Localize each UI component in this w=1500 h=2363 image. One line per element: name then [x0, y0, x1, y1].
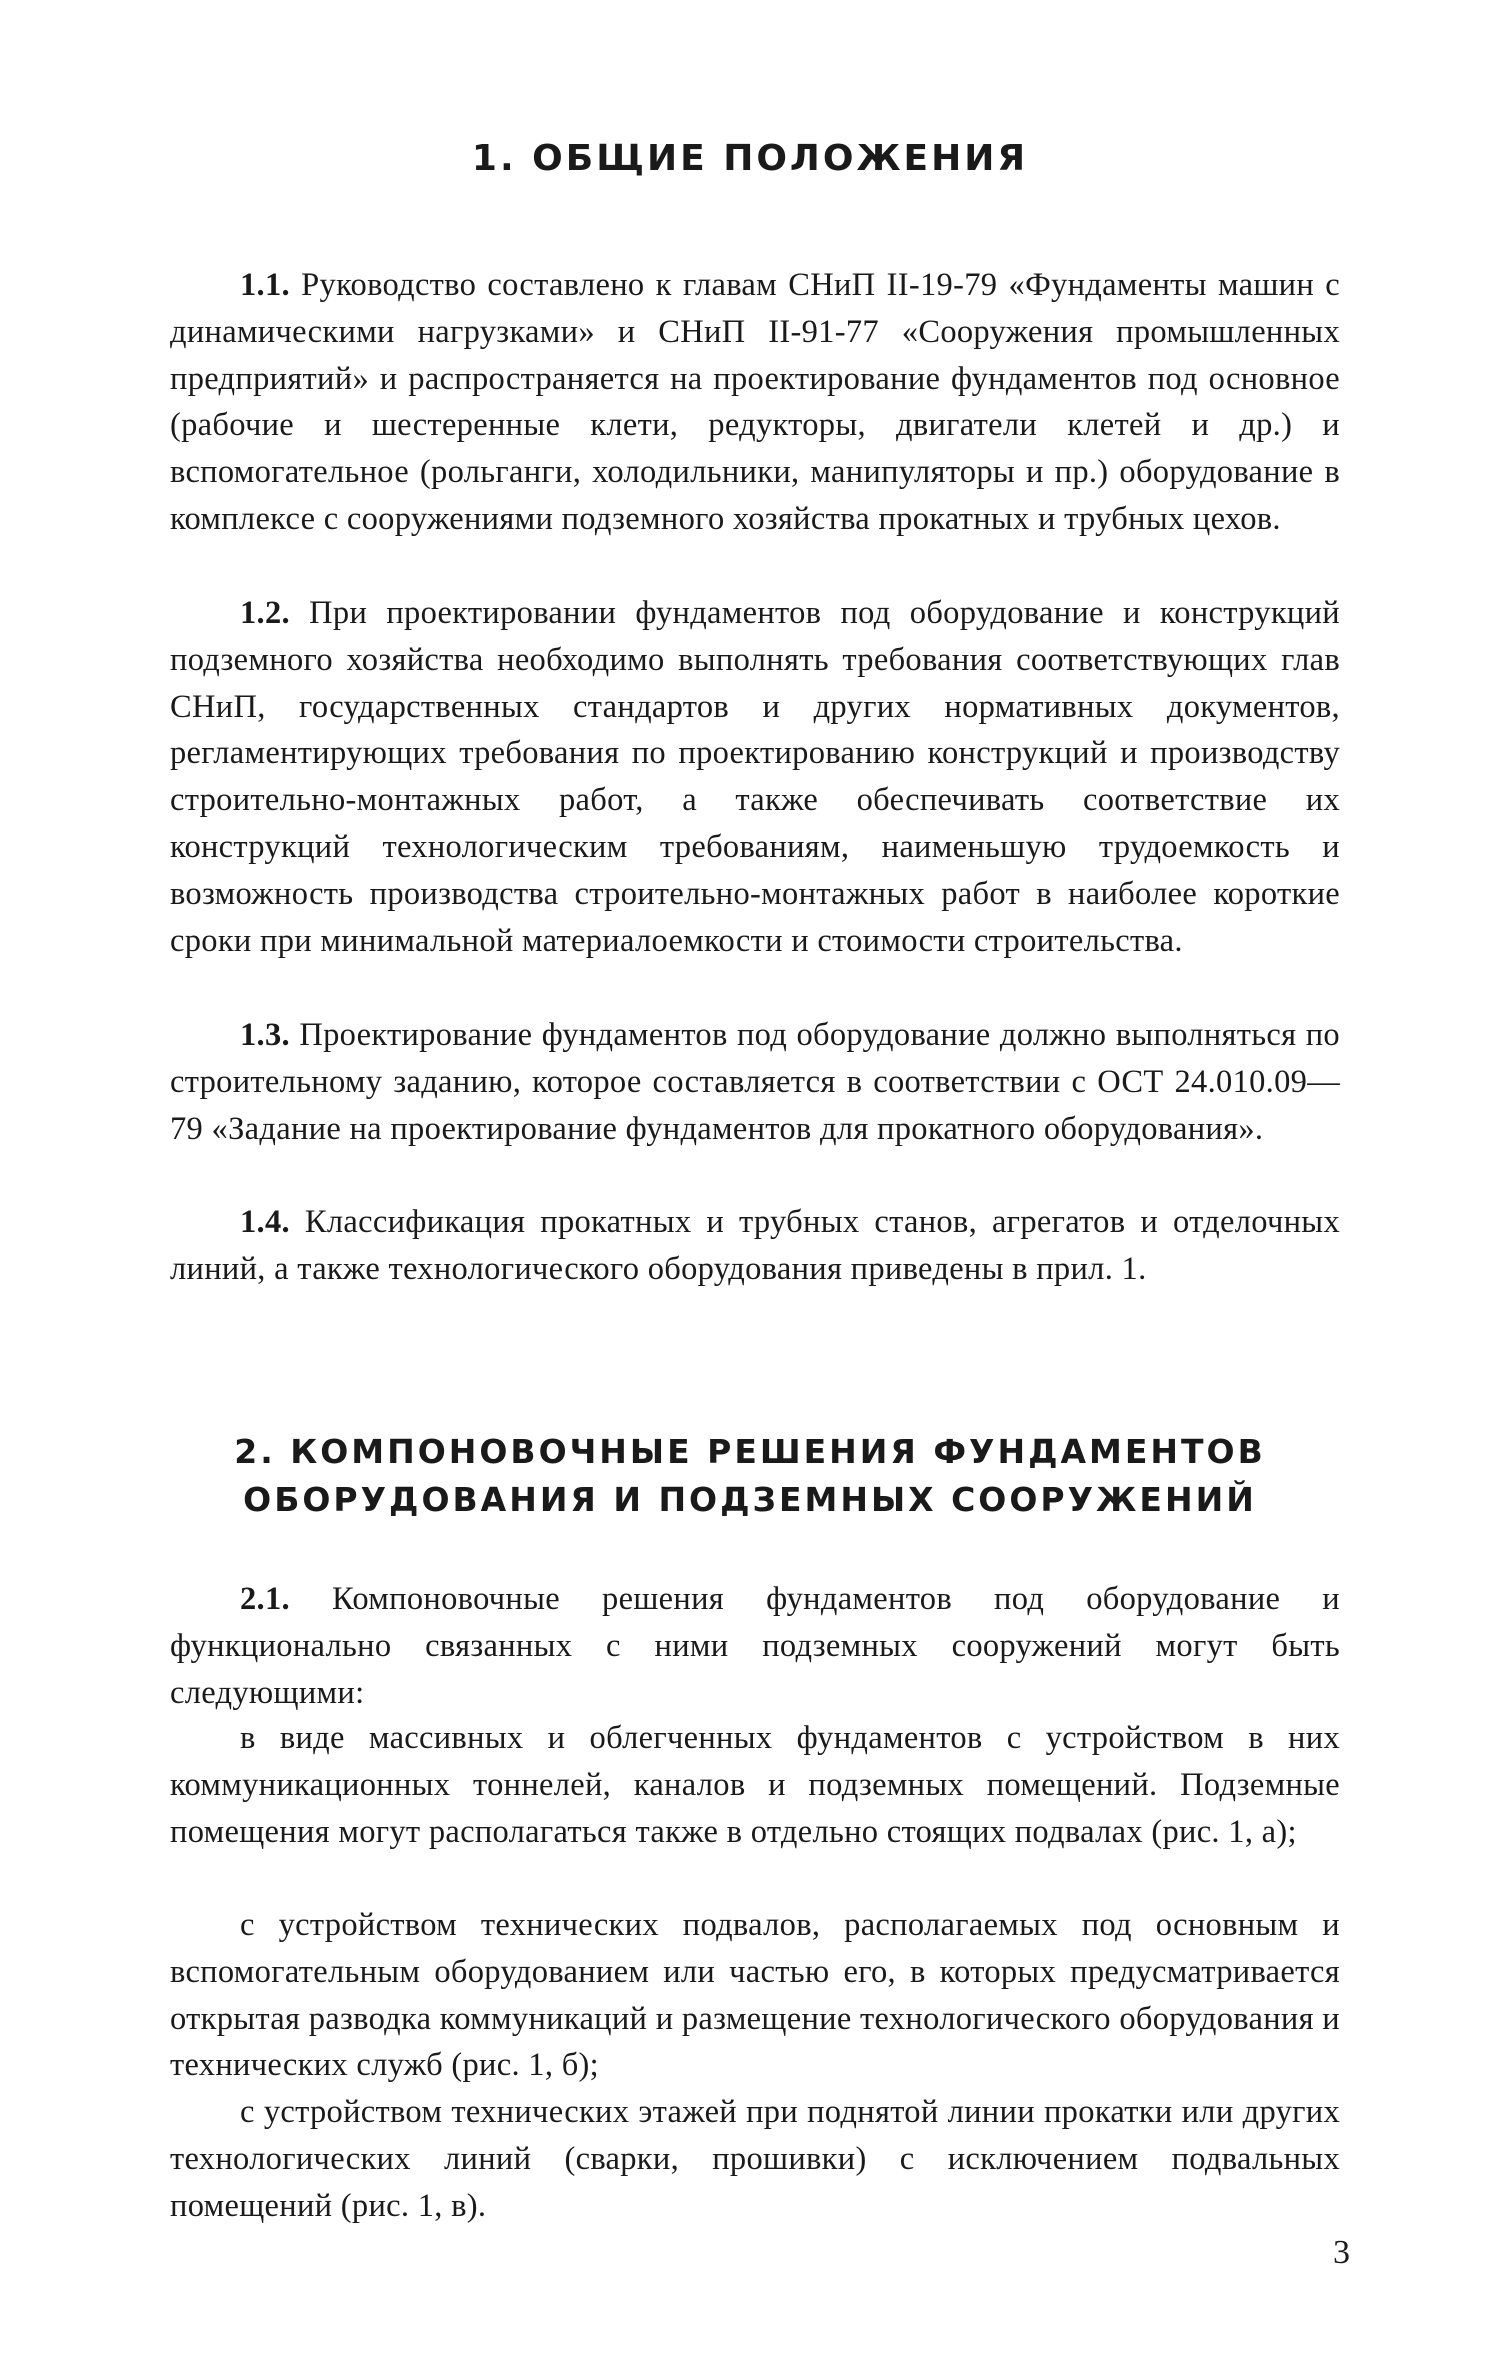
paragraph-number: 1.2. — [240, 595, 290, 631]
paragraph-1-4 — [170, 1199, 1340, 1293]
paragraph-1-1 — [170, 262, 1340, 543]
page-number: 3 — [1333, 2234, 1350, 2271]
paragraph-number: 1.4. — [240, 1204, 290, 1240]
paragraph-number: 1.3. — [240, 1017, 290, 1053]
list-item-v: с устройством технических этажей при поднятой линии прокатки или других технологических линий (сварки, прошивки) с исключением подвальных помещений (рис. 1, в). — [170, 2094, 1340, 2224]
paragraph-text: Компоновочные решения фундаментов под оборудование и функционально связанных с ними подземных сооружений могут быть следующими: — [170, 1581, 1340, 1711]
paragraph-number: 2.1. — [240, 1581, 290, 1617]
paragraph-text: Проектирование фундаментов под оборудование должно выполняться по строительному заданию, которое составляется в соответствии с ОСТ 24.010.09—79 «Задание на проектирование фундаментов для прокатного оборудования». — [170, 1017, 1340, 1147]
section-2-heading-line-1: 2. КОМПОНОВОЧНЫЕ РЕШЕНИЯ ФУНДАМЕНТОВ — [234, 1432, 1266, 1471]
section-2-heading — [0, 1428, 1500, 1524]
paragraph-number: 1.1. — [240, 267, 290, 303]
paragraph-text: Классификация прокатных и трубных станов, агрегатов и отделочных линий, а также технологического оборудования приведены в прил. 1. — [170, 1204, 1340, 1287]
paragraph-text: При проектировании фундаментов под оборудование и конструкций подземного хозяйства необходимо выполнять требования соответствующих глав СНиП, государственных стандартов и других нормативных документов, регламентирующих требования по проектированию конструкций и производству строительно-монтажных работ, а также обеспечивать соответствие их конструкций технологическим требованиям, наименьшую трудоемкость и возможность производства строительно-монтажных работ в наиболее короткие сроки при минимальной материалоемкости и стоимости строительства. — [170, 595, 1340, 959]
list-item-b: с устройством технических подвалов, располагаемых под основным и вспомогательным оборудованием или частью его, в которых предусматривается открытая разводка коммуникаций и размещение технологического оборудования и технических служб (рис. 1, б); — [170, 1907, 1340, 2084]
paragraph-1-2 — [170, 590, 1340, 964]
paragraph-1-3 — [170, 1012, 1340, 1152]
section-2-heading-line-2: ОБОРУДОВАНИЯ И ПОДЗЕМНЫХ СООРУЖЕНИЙ — [243, 1480, 1257, 1519]
section-1-heading: 1. ОБЩИЕ ПОЛОЖЕНИЯ — [471, 138, 1029, 179]
list-item-a: в виде массивных и облегченных фундаментов с устройством в них коммуникационных тоннелей, каналов и подземных помещений. Подземные помещения могут располагаться также в отдельно стоящих подвалах (рис. 1, а); — [170, 1720, 1340, 1850]
paragraph-2-1 — [170, 1576, 1340, 1716]
paragraph-text: Руководство составлено к главам СНиП II-19-79 «Фундаменты машин с динамическими нагрузками» и СНиП II-91-77 «Сооружения промышленных предприятий» и распространяется на проектирование фундаментов под основное (рабочие и шестеренные клети, редукторы, двигатели клетей и др.) и вспомогательное (рольганги, холодильники, манипуляторы и пр.) оборудование в комплексе с сооружениями подземного хозяйства прокатных и трубных цехов. — [170, 267, 1340, 537]
